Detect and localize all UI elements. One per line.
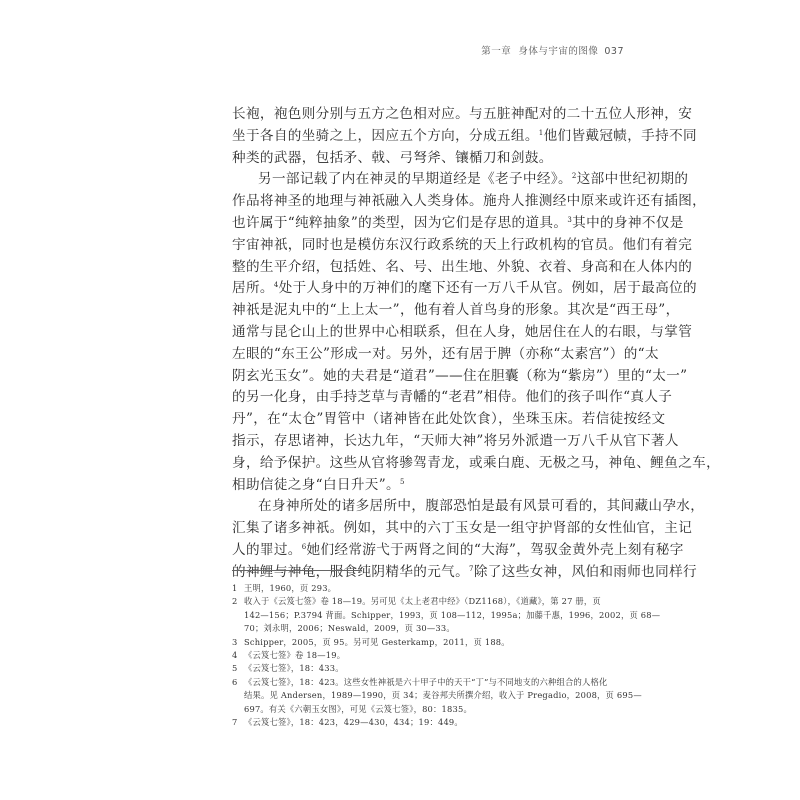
footnote-ref[interactable]: 1	[538, 128, 544, 137]
line-text-continued: 处于人身中的万神们的麾下还有一万八千从官。例如，居于最高位的	[278, 280, 697, 297]
line-text: 丹”，在“太仓”胃管中（诸神皆在此处饮食），坐珠玉床。若信徒按经文	[232, 411, 666, 428]
footnote-line	[232, 595, 628, 608]
page-number: 037	[604, 46, 624, 57]
footnote-line	[232, 716, 628, 729]
line-text: 汇集了诸多神祇。例如，其中的六丁玉女是一组守护肾部的女性仙官，主记	[232, 520, 693, 537]
line-text: 也许属于“纯粹抽象”的类型，因为它们是存思的道具。	[232, 214, 568, 231]
footnote-line	[232, 676, 628, 689]
footnote-line	[232, 582, 628, 595]
footnote-line	[232, 649, 628, 662]
line-text: 整的生平介绍，包括姓、名、号、出生地、外貌、衣着、身高和在人体内的	[232, 258, 693, 275]
body-line	[232, 453, 721, 475]
footnote-text: 《云笈七签》，18：423，429—430，434；19：449。	[244, 717, 463, 728]
line-text-continued: 他们皆戴冠帻，手持不同	[543, 127, 697, 144]
footnote-ref[interactable]: 6	[301, 542, 307, 551]
line-text-continued: 这部中世纪初期的	[576, 171, 689, 188]
line-text: 宇宙神祇，同时也是模仿东汉行政系统的天上行政机构的官员。他们有着完	[232, 236, 693, 253]
footnote-line	[232, 622, 628, 635]
line-text: 长袍，袍色则分别与五方之色相对应。与五脏神配对的二十五位人形神，安	[232, 106, 693, 122]
line-text: 的另一化身，由手持芝草与青幡的“老君”相侍。他们的孩子叫作“真人子	[232, 389, 673, 406]
footnote-number: 2	[232, 596, 238, 607]
line-text: 通常与昆仑山上的世界中心相联系，但在人身，她居住在人的右眼，与掌管	[232, 323, 693, 340]
line-text-continued: 除了这些女神，风伯和雨师也同样行	[473, 563, 697, 580]
body-line	[232, 126, 697, 148]
body-line	[232, 540, 684, 562]
body-line	[232, 431, 679, 453]
footnote-line	[232, 636, 628, 649]
line-text: 人的罪过。	[232, 541, 302, 558]
body-line	[232, 344, 659, 366]
line-text: 的神鲤与神龟，服食纯阴精华的元气。	[232, 563, 470, 580]
body-line	[232, 191, 707, 213]
footnote-text: 《云笈七签》，18：423。这些女性神祇是六十甲子中的天干“丁”与不同地支的六种组合的人格化	[244, 676, 608, 687]
body-line	[232, 300, 680, 322]
chapter-label: 第一章	[481, 46, 512, 57]
footnote-ref[interactable]: 2	[571, 172, 577, 181]
footnote-text: Schipper，2005，页 95。另可见 Gesterkamp，2011，页 188。	[244, 636, 510, 647]
line-text: 在身神所处的诸多居所中，腹部恐怕是最有风景可看的，其间藏山孕水，	[258, 498, 705, 515]
footnote-number: 4	[232, 650, 238, 661]
footnote-number: 1	[232, 583, 238, 593]
body-line	[232, 278, 697, 300]
line-text: 另一部记载了内在神灵的早期道经是《老子中经》。	[258, 171, 572, 188]
footnote-text: 王明，1960，页 293。	[244, 583, 337, 593]
line-text: 阴玄光玉女”。她的夫君是“道君”——住在胆囊（称为“紫房”）里的“太一”	[232, 367, 688, 384]
footnote-line	[232, 703, 628, 716]
footnote-text: 《云笈七签》卷 18—19。	[244, 650, 346, 661]
body-line	[232, 409, 666, 431]
footnote-text: 70；刘永明，2006；Neswald，2009，页 30—33。	[244, 623, 455, 634]
footnote-number: 7	[232, 717, 238, 728]
body-line	[232, 148, 628, 170]
line-text: 作品将神圣的地理与神祇融入人类身体。施舟人推测经中原来或许还有插图，	[232, 193, 707, 210]
footnote-number: 3	[232, 636, 238, 647]
footnote-ref[interactable]: 7	[469, 564, 474, 573]
chapter-title: 身体与宇宙的图像	[518, 46, 599, 57]
line-text-continued: 她们经常游弋于两肾之间的“大海”，驾驭金黄外壳上刻有秘字	[306, 541, 684, 558]
line-text: 相助信徒之身“白日升天”。	[232, 476, 400, 493]
line-text-continued: 其中的身神不仅是	[572, 214, 684, 231]
body-text	[232, 104, 721, 584]
line-text: 坐于各自的坐骑之上，因应五个方向，分成五组。	[232, 127, 539, 144]
line-text: 左眼的“东王公”形成一对。另外，还有居于脾（亦称“太素宫”）的“太	[232, 345, 659, 362]
footnote-ref[interactable]: 3	[567, 215, 573, 224]
footnote-text: 142—156；P.3794 背面。Schipper，1993，页 108—112，1995a；加藤千惠，1996，2002，页 68—	[244, 609, 661, 620]
line-text: 指示，存思诸神，长达九年，“天师大神”将另外派遣一万八千从官下著人	[232, 432, 679, 449]
body-line	[232, 235, 693, 257]
line-text: 种类的武器，包括矛、戟、弓弩斧、镶楯刀和剑鼓。	[232, 149, 553, 166]
body-line	[232, 104, 693, 126]
footnote-line	[232, 609, 661, 622]
footnotes	[232, 582, 661, 729]
body-line	[232, 322, 693, 344]
footnote-text: 697。有关《六朝玉女图》，可见《云笈七签》，80：1835。	[244, 703, 472, 714]
footnote-line	[232, 689, 642, 702]
running-header	[481, 43, 624, 57]
footnote-number: 6	[232, 676, 238, 687]
line-text: 居所。	[232, 280, 274, 297]
footnote-rule	[232, 570, 362, 571]
footnote-ref[interactable]: 4	[273, 281, 279, 290]
body-line	[232, 496, 705, 518]
footnote-number: 5	[232, 663, 238, 674]
body-line	[232, 257, 693, 279]
line-text: 神祇是泥丸中的“上上太一”，他有着人首鸟身的形象。其次是“西王母”，	[232, 302, 680, 319]
body-line	[232, 562, 697, 584]
footnote-text: 结果。见 Andersen，1989—1990，页 34；麦谷邦夫所撰介绍，收入于 Pregadio，2008，页 695—	[244, 690, 642, 701]
line-text: 身，给予保护。这些从官将骖驾青龙，或乘白鹿、无极之马，神龟、鲤鱼之车，	[232, 454, 721, 471]
body-line	[232, 366, 688, 388]
body-line	[232, 387, 673, 409]
body-line	[232, 213, 684, 235]
body-line	[232, 475, 628, 497]
footnote-text: 《云笈七签》，18：433。	[244, 663, 344, 674]
body-line	[232, 169, 689, 191]
body-line	[232, 518, 693, 540]
footnote-line	[232, 662, 628, 675]
footnote-text: 收入于《云笈七签》卷 18—19。另可见《太上老君中经》（DZ1168），《道藏》，第 27 册，页	[244, 596, 601, 607]
footnote-ref[interactable]: 5	[399, 477, 405, 486]
